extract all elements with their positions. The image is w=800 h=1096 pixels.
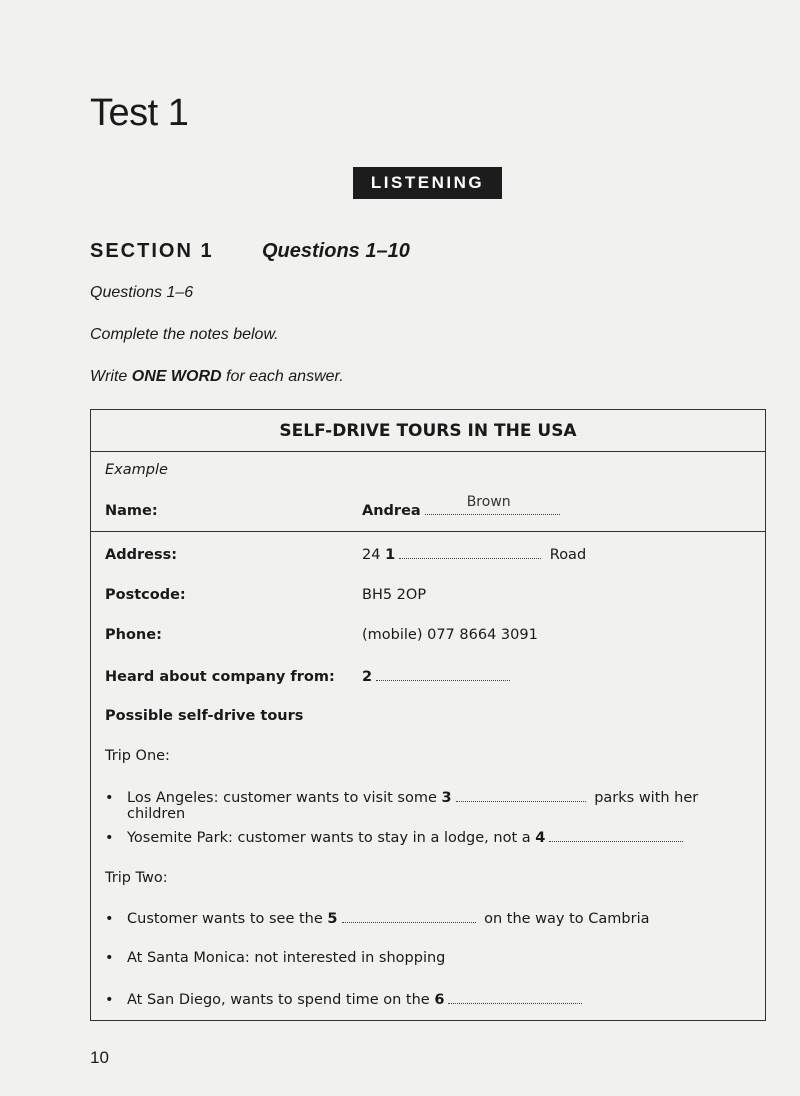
name-answer: Brown <box>466 494 511 510</box>
listening-banner: LISTENING <box>353 167 502 199</box>
notes-body <box>91 532 765 1022</box>
answer-blank-1[interactable] <box>399 546 541 559</box>
section-questions: Questions 1–10 <box>262 240 410 262</box>
question-3-number: 3 <box>441 790 452 806</box>
section-heading <box>90 240 410 263</box>
bullet-item: • At San Diego, wants to spend time on the 6 <box>105 991 755 1008</box>
example-block <box>91 452 765 532</box>
phone-label: Phone: <box>105 627 162 643</box>
page-title: Test 1 <box>90 92 189 134</box>
trip-two-label: Trip Two: <box>105 870 168 886</box>
bullet-item: • At Santa Monica: not interested in shopping <box>105 950 446 966</box>
name-answer-blank <box>425 494 560 515</box>
answer-blank-4[interactable] <box>549 829 683 842</box>
question-1-number: 1 <box>385 547 396 563</box>
answer-blank-6[interactable] <box>448 991 582 1004</box>
notes-box <box>90 409 766 1021</box>
phone-row <box>105 627 755 643</box>
question-4-number: 4 <box>535 830 546 846</box>
bullet-item: • Yosemite Park: customer wants to stay in a lodge, not a 4 <box>105 829 755 846</box>
answer-blank-5[interactable] <box>342 910 476 923</box>
address-row: Address: 24 1 Road <box>105 547 587 563</box>
name-row <box>105 494 755 519</box>
notes-title: SELF-DRIVE TOURS IN THE USA <box>91 410 765 452</box>
question-6-number: 6 <box>434 992 445 1008</box>
name-label: Name: <box>105 503 158 519</box>
tours-heading-row <box>105 708 755 724</box>
page-number: 10 <box>90 1048 109 1067</box>
trip-one-label: Trip One: <box>105 748 170 764</box>
answer-blank-2[interactable] <box>376 668 510 681</box>
word-limit-emphasis: ONE WORD <box>131 368 222 385</box>
tours-heading: Possible self-drive tours <box>105 708 304 724</box>
bullet-item: • Los Angeles: customer wants to visit some 3 parks with her children <box>105 790 699 822</box>
instruction-word-limit: Write ONE WORD for each answer. <box>90 368 344 385</box>
question-5-number: 5 <box>327 911 338 927</box>
questions-range: Questions 1–6 <box>90 284 194 301</box>
postcode-label: Postcode: <box>105 587 186 603</box>
question-2-number: 2 <box>362 669 373 685</box>
name-value: Andrea <box>362 503 421 519</box>
address-label: Address: <box>105 547 178 563</box>
heard-label: Heard about company from: <box>105 669 335 685</box>
example-label: Example <box>105 462 168 478</box>
heard-row <box>105 668 755 685</box>
postcode-row <box>105 587 755 603</box>
instruction-complete: Complete the notes below. <box>90 326 279 343</box>
answer-blank-3[interactable] <box>456 789 586 802</box>
phone-value: (mobile) 077 8664 3091 <box>362 627 538 643</box>
section-label: SECTION 1 <box>90 240 214 262</box>
postcode-value: BH5 2OP <box>362 587 427 603</box>
bullet-item: • Customer wants to see the 5 on the way to Cambria <box>105 911 650 927</box>
